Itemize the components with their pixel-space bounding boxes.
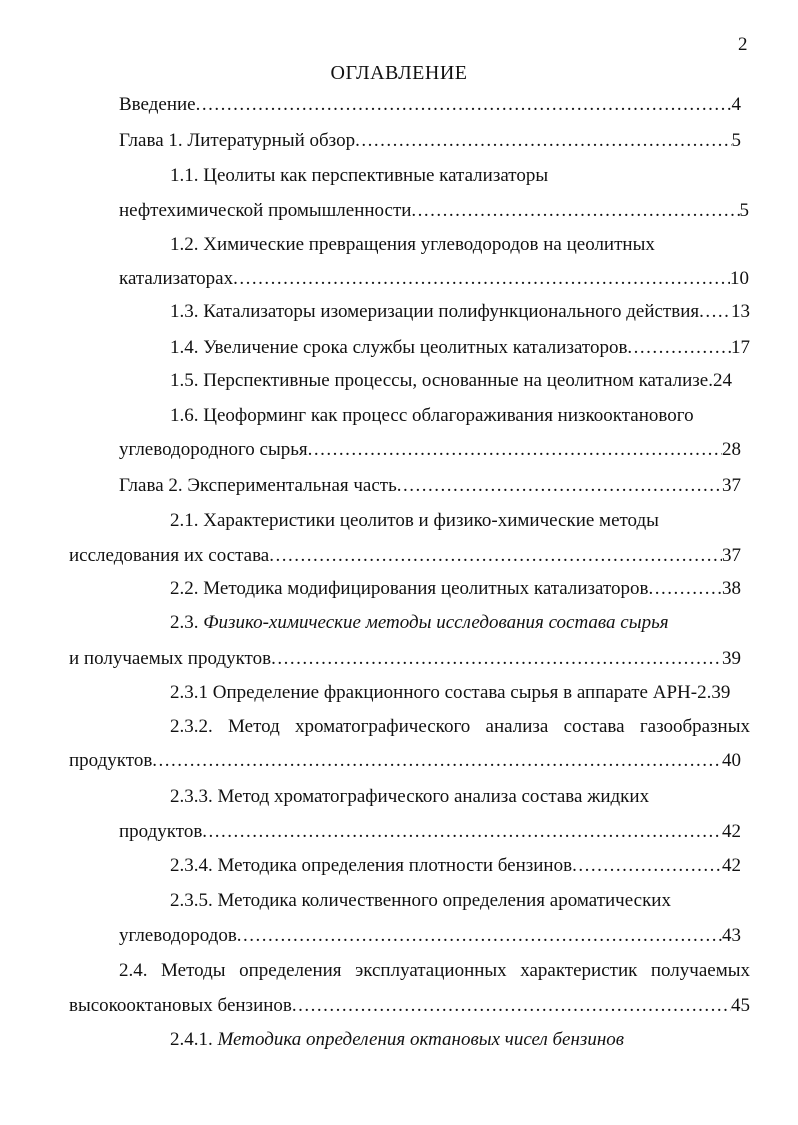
toc-entry-text: продуктов <box>69 750 153 771</box>
dot-leader <box>627 335 731 361</box>
toc-entry-text: 2.2. Методика модифицирования цеолитных катализаторов <box>170 578 649 599</box>
toc-entry-text: 1.5. Перспективные процессы, основанные на цеолитном катализе. <box>170 370 713 391</box>
toc-entry-1-4 <box>170 335 750 361</box>
dot-leader <box>308 437 722 463</box>
toc-entry-intro <box>119 92 741 118</box>
toc-entry-text: 1.3. Катализаторы изомеризации полифункционального действия <box>170 301 700 322</box>
toc-entry-2-3-5-line2 <box>119 923 741 949</box>
toc-entry-text: и получаемых продуктов <box>69 648 272 669</box>
toc-entry-2-3-3-line1 <box>170 784 750 810</box>
dot-leader <box>152 748 722 774</box>
toc-entry-1-1-line2 <box>119 198 749 224</box>
toc-entry-page: 5 <box>731 130 741 151</box>
toc-entry-page: 37 <box>722 475 741 496</box>
toc-entry-text: 2.1. Характеристики цеолитов и физико-химические методы <box>170 510 659 531</box>
toc-entry-page: 5 <box>739 200 749 221</box>
toc-entry-2-3-4 <box>170 853 741 879</box>
toc-entry-text: 2.3.5. Методика количественного определения ароматических <box>170 890 671 911</box>
toc-entry-page: 39 <box>711 682 731 703</box>
toc-entry-2-4-line2 <box>69 993 750 1019</box>
toc-entry-text: 1.1. Цеолиты как перспективные катализаторы <box>170 165 549 186</box>
toc-entry-2-3-2-line2 <box>69 748 741 774</box>
toc-entry-text: 2.4. Методы определения эксплуатационных характеристик получаемых <box>119 960 750 981</box>
toc-entry-2-3-1 <box>170 680 750 706</box>
toc-entry-number: 2.4.1. <box>170 1029 213 1050</box>
toc-entry-text: 1.2. Химические превращения углеводородов на цеолитных <box>170 234 655 255</box>
toc-entry-text: катализаторах <box>119 268 234 289</box>
toc-entry-chapter-2 <box>119 473 741 499</box>
toc-entry-text: высокооктановых бензинов <box>69 995 292 1016</box>
dot-leader <box>649 576 722 602</box>
dot-leader <box>355 128 731 154</box>
toc-entry-page: 43 <box>722 925 741 946</box>
toc-entry-text: нефтехимической промышленности <box>119 200 412 221</box>
toc-entry-text: исследования их состава <box>69 545 270 566</box>
toc-entry-text: углеводородов <box>119 925 237 946</box>
toc-entry-text: Введение <box>119 94 196 115</box>
dot-leader <box>237 923 722 949</box>
toc-entry-1-6-line2 <box>119 437 741 463</box>
toc-entry-text: 1.6. Цеоформинг как процесс облагораживания низкооктанового <box>170 405 694 426</box>
toc-entry-1-6-line1 <box>170 403 750 429</box>
toc-entry-2-2 <box>170 576 741 602</box>
toc-entry-page: 17 <box>731 337 750 358</box>
toc-entry-page: 24 <box>712 370 732 391</box>
page-number: 2 <box>738 34 748 55</box>
toc-entry-1-2-line2 <box>119 266 749 292</box>
toc-entry-page: 37 <box>722 545 741 566</box>
toc-entry-text: Методика определения октановых чисел бензинов <box>217 1029 625 1050</box>
toc-entry-page: 45 <box>731 995 750 1016</box>
toc-entry-text: 2.3.4. Методика определения плотности бензинов <box>170 855 573 876</box>
toc-entry-2-3-3-line2 <box>119 819 741 845</box>
toc-entry-text: 1.4. Увеличение срока службы цеолитных катализаторов <box>170 337 628 358</box>
toc-entry-chapter-1 <box>119 128 741 154</box>
dot-leader <box>411 198 739 224</box>
toc-entry-1-2-line1 <box>170 232 750 258</box>
dot-leader <box>202 819 722 845</box>
dot-leader <box>699 299 731 325</box>
toc-entry-page: 40 <box>722 750 741 771</box>
toc-entry-1-3 <box>170 299 750 325</box>
toc-entry-2-3-line2 <box>69 646 741 672</box>
page-title: ОГЛАВЛЕНИЕ <box>330 62 468 84</box>
toc-entry-page: 10 <box>730 268 749 289</box>
toc-entry-text: Физико-химические методы исследования состава сырья <box>203 612 669 633</box>
toc-entry-page: 4 <box>731 94 741 115</box>
toc-entry-page: 39 <box>722 648 741 669</box>
toc-entry-page: 13 <box>731 301 750 322</box>
dot-leader <box>572 853 722 879</box>
toc-entry-text: углеводородного сырья <box>119 439 308 460</box>
toc-entry-2-1-line2 <box>69 543 741 569</box>
dot-leader <box>397 473 722 499</box>
toc-entry-page: 28 <box>722 439 741 460</box>
toc-entry-1-5 <box>170 368 750 394</box>
toc-entry-2-3-2-line1 <box>170 714 750 740</box>
toc-entry-page: 38 <box>722 578 741 599</box>
toc-entry-page: 42 <box>722 855 741 876</box>
dot-leader <box>292 993 731 1019</box>
toc-entry-2-3-5-line1 <box>170 888 750 914</box>
toc-entry-text: 2.3.1 Определение фракционного состава сырья в аппарате АРН-2. <box>170 682 712 703</box>
toc-entry-2-3-line1 <box>170 610 750 636</box>
toc-entry-2-4-line1 <box>119 958 750 984</box>
toc-entry-text: 2.3.3. Метод хроматографического анализа состава жидких <box>170 786 650 807</box>
toc-entry-1-1-line1 <box>170 163 750 189</box>
toc-entry-page: 42 <box>722 821 741 842</box>
dot-leader <box>271 646 722 672</box>
toc-entry-text: Глава 1. Литературный обзор <box>119 130 356 151</box>
toc-entry-text: продуктов <box>119 821 203 842</box>
toc-entry-2-4-1 <box>170 1027 750 1053</box>
toc-entry-number: 2.3. <box>170 612 199 633</box>
dot-leader <box>269 543 722 569</box>
dot-leader <box>233 266 730 292</box>
toc-entry-text: 2.3.2. Метод хроматографического анализа состава газообразных <box>170 716 750 737</box>
toc-entry-2-1-line1 <box>170 508 750 534</box>
dot-leader <box>196 92 732 118</box>
toc-entry-text: Глава 2. Экспериментальная часть <box>119 475 397 496</box>
